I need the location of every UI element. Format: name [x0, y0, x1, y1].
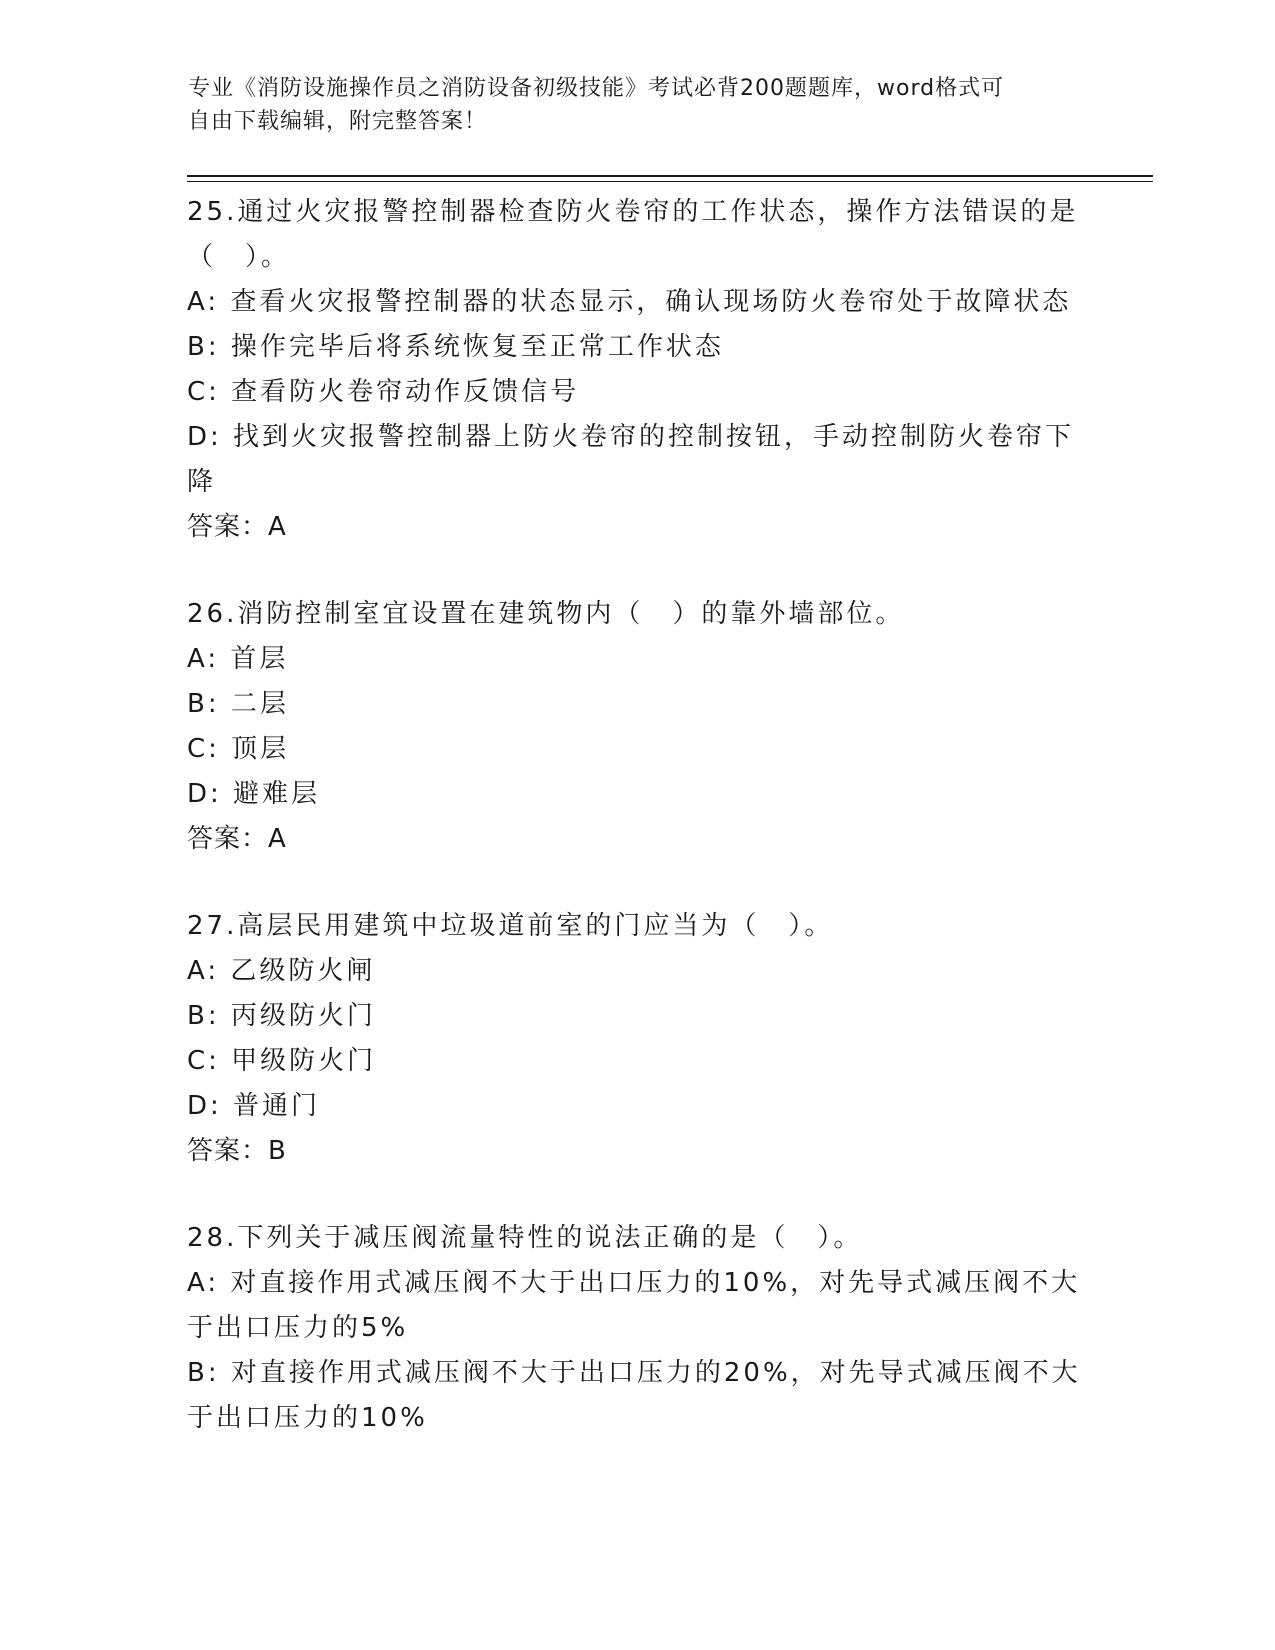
question-27	[187, 904, 1087, 1174]
option-c: C: 顶层	[187, 734, 290, 764]
option-c: C: 甲级防火门	[187, 1046, 377, 1076]
option-b: B: 丙级防火门	[187, 1001, 376, 1031]
option-a-continued: 于出口压力的5%	[187, 1313, 409, 1343]
option-a: A: 乙级防火闸	[187, 956, 376, 986]
header-line-1: 专业《消防设施操作员之消防设备初级技能》考试必背200题题库，word格式可	[188, 76, 1005, 101]
header-divider-thin	[187, 181, 1153, 182]
option-b: B: 对直接作用式减压阀不大于出口压力的20%，对先导式减压阀不大	[187, 1358, 1081, 1388]
answer-line: 答案：A	[187, 824, 287, 854]
option-d-continued: 降	[187, 467, 217, 497]
document-header	[188, 72, 1088, 138]
option-b-continued: 于出口压力的10%	[187, 1403, 428, 1433]
question-stem: 28.下列关于减压阀流量特性的说法正确的是（ ）。	[187, 1223, 863, 1253]
question-stem-continued: （ ）。	[187, 242, 291, 272]
option-c: C: 查看防火卷帘动作反馈信号	[187, 377, 580, 407]
option-d: D: 普通门	[187, 1091, 321, 1121]
question-28	[187, 1216, 1087, 1441]
answer-line: 答案：B	[187, 1136, 287, 1166]
answer-line: 答案：A	[187, 512, 287, 542]
header-divider-thick	[187, 175, 1153, 177]
header-line-2: 自由下载编辑，附完整答案！	[188, 109, 488, 134]
option-b: B: 操作完毕后将系统恢复至正常工作状态	[187, 332, 724, 362]
question-26	[187, 592, 1087, 862]
question-stem: 27.高层民用建筑中垃圾道前室的门应当为（ ）。	[187, 911, 834, 941]
question-stem: 25.通过火灾报警控制器检查防火卷帘的工作状态，操作方法错误的是	[187, 197, 1079, 227]
option-d: D: 避难层	[187, 779, 321, 809]
option-a: A: 对直接作用式减压阀不大于出口压力的10%，对先导式减压阀不大	[187, 1268, 1081, 1298]
option-d: D: 找到火灾报警控制器上防火卷帘的控制按钮，手动控制防火卷帘下	[187, 422, 1075, 452]
question-stem: 26.消防控制室宜设置在建筑物内（ ）的靠外墙部位。	[187, 599, 905, 629]
question-25	[187, 190, 1087, 550]
option-a: A: 查看火灾报警控制器的状态显示，确认现场防火卷帘处于故障状态	[187, 287, 1072, 317]
option-a: A: 首层	[187, 644, 289, 674]
option-b: B: 二层	[187, 689, 289, 719]
question-list	[187, 190, 1087, 1483]
